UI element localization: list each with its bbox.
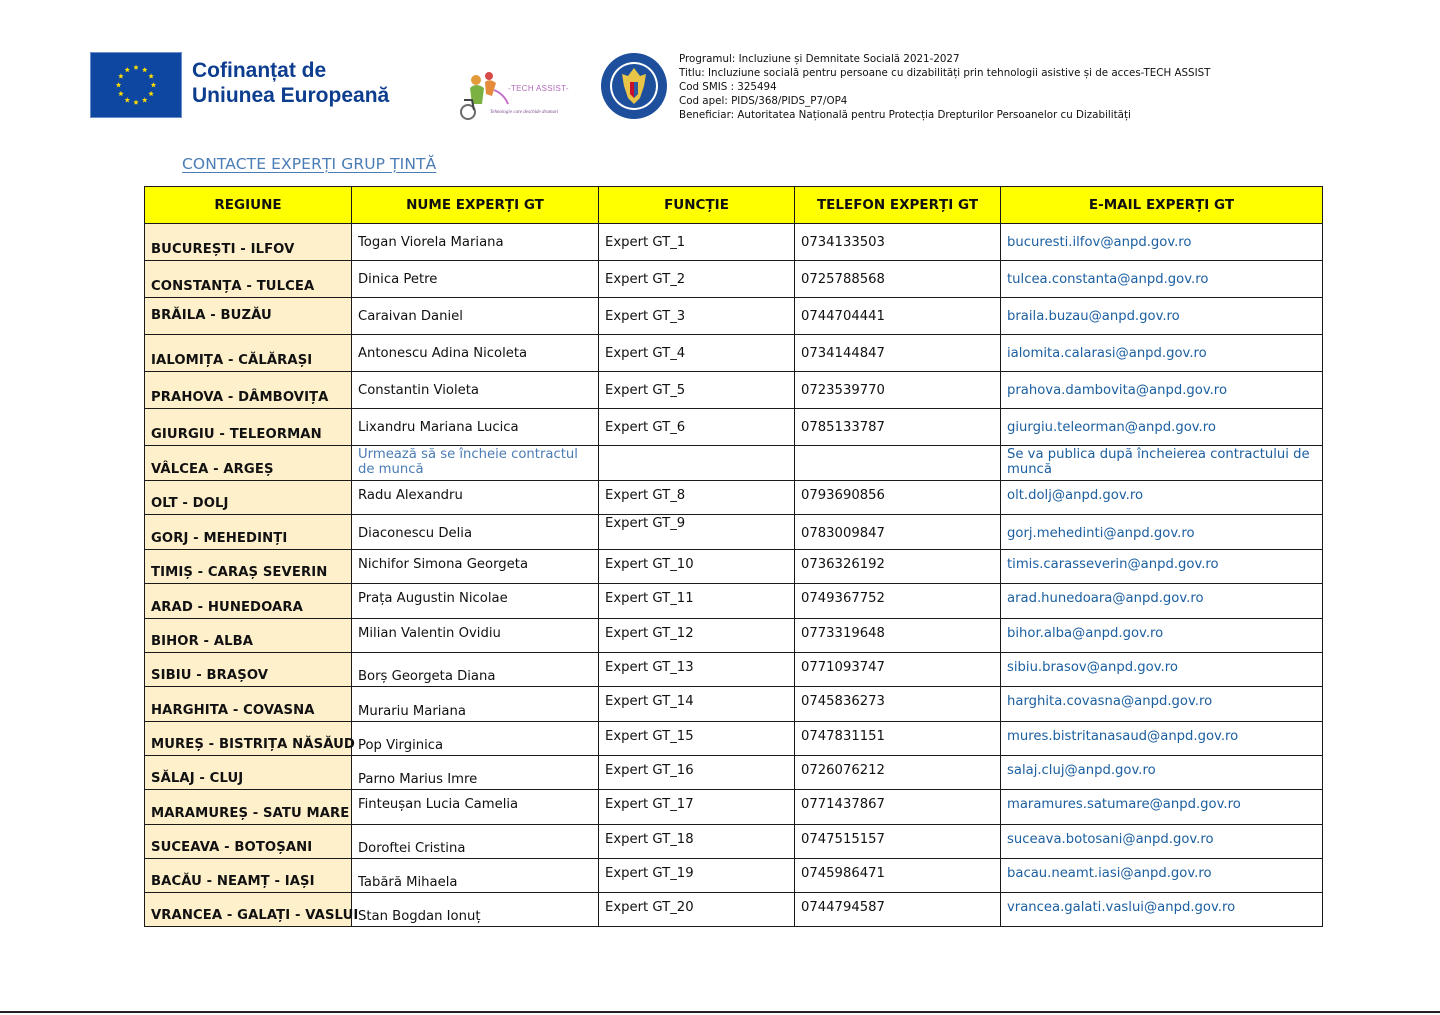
- eu-star-icon: [116, 82, 122, 87]
- region-cell: VÂLCEA - ARGEȘ: [145, 446, 352, 481]
- email-link[interactable]: bacau.neamt.iasi@anpd.gov.ro: [1001, 859, 1323, 893]
- expert-name-cell: Doroftei Cristina: [352, 825, 599, 859]
- expert-name-cell: Radu Alexandru: [352, 481, 599, 515]
- column-header-function: FUNCȚIE: [599, 187, 795, 224]
- phone-cell: 0773319648: [795, 619, 1001, 653]
- region-cell: HARGHITA - COVASNA: [145, 687, 352, 722]
- romanian-government-seal: [600, 52, 668, 120]
- phone-cell: 0771093747: [795, 653, 1001, 687]
- region-cell: IALOMIȚA - CĂLĂRAȘI: [145, 335, 352, 372]
- expert-name-cell: Dinica Petre: [352, 261, 599, 298]
- table-row: [145, 790, 1323, 825]
- phone-cell: 0783009847: [795, 515, 1001, 550]
- eu-star-icon: [133, 65, 139, 70]
- phone-cell: 0747515157: [795, 825, 1001, 859]
- table-row: [145, 825, 1323, 859]
- email-link[interactable]: giurgiu.teleorman@anpd.gov.ro: [1001, 409, 1323, 446]
- email-link[interactable]: mures.bistritanasaud@anpd.gov.ro: [1001, 722, 1323, 756]
- table-row: [145, 722, 1323, 756]
- region-cell: SIBIU - BRAȘOV: [145, 653, 352, 687]
- function-cell: Expert GT_3: [599, 298, 795, 335]
- table-row: [145, 261, 1323, 298]
- call-code-line: Cod apel: PIDS/368/PIDS_P7/OP4: [679, 95, 848, 107]
- expert-name-pending-cell: Urmează să se încheie contractul de muncă: [352, 446, 599, 481]
- function-cell: Expert GT_14: [599, 687, 795, 722]
- program-info-block: [679, 52, 1210, 122]
- region-cell: BACĂU - NEAMȚ - IAȘI: [145, 859, 352, 893]
- eu-star-icon: [125, 67, 131, 72]
- email-link[interactable]: maramures.satumare@anpd.gov.ro: [1001, 790, 1323, 825]
- eu-text-line-2: Uniunea Europeană: [192, 84, 390, 107]
- tech-assist-name: -TECH ASSIST-: [508, 84, 569, 93]
- region-cell: SUCEAVA - BOTOȘANI: [145, 825, 352, 859]
- eu-star-icon: [142, 67, 148, 72]
- expert-name-cell: Antonescu Adina Nicoleta: [352, 335, 599, 372]
- region-cell: GORJ - MEHEDINȚI: [145, 515, 352, 550]
- region-cell: CONSTANȚA - TULCEA: [145, 261, 352, 298]
- government-coat-of-arms-icon: [600, 52, 668, 120]
- email-link[interactable]: vrancea.galati.vaslui@anpd.gov.ro: [1001, 893, 1323, 927]
- table-row: [145, 515, 1323, 550]
- email-link[interactable]: ialomita.calarasi@anpd.gov.ro: [1001, 335, 1323, 372]
- function-cell: Expert GT_19: [599, 859, 795, 893]
- phone-cell: 0744704441: [795, 298, 1001, 335]
- expert-name-cell: Nichifor Simona Georgeta: [352, 550, 599, 584]
- function-cell: Expert GT_2: [599, 261, 795, 298]
- phone-cell: 0793690856: [795, 481, 1001, 515]
- email-link[interactable]: salaj.cluj@anpd.gov.ro: [1001, 756, 1323, 790]
- email-link[interactable]: sibiu.brasov@anpd.gov.ro: [1001, 653, 1323, 687]
- eu-star-icon: [142, 97, 148, 102]
- tech-assist-tagline: Tehnologie care deschide drumuri: [490, 110, 559, 115]
- phone-cell: 0745986471: [795, 859, 1001, 893]
- phone-cell: 0734144847: [795, 335, 1001, 372]
- function-cell: Expert GT_12: [599, 619, 795, 653]
- eu-star-icon: [151, 82, 157, 87]
- expert-name-cell: Lixandru Mariana Lucica: [352, 409, 599, 446]
- expert-name-cell: Finteușan Lucia Camelia: [352, 790, 599, 825]
- table-row: [145, 446, 1323, 481]
- phone-cell: 0726076212: [795, 756, 1001, 790]
- column-header-region: REGIUNE: [145, 187, 352, 224]
- expert-name-cell: Togan Viorela Mariana: [352, 224, 599, 261]
- expert-name-cell: Parno Marius Imre: [352, 756, 599, 790]
- email-link[interactable]: braila.buzau@anpd.gov.ro: [1001, 298, 1323, 335]
- function-cell: Expert GT_5: [599, 372, 795, 409]
- phone-cell: 0734133503: [795, 224, 1001, 261]
- region-cell: GIURGIU - TELEORMAN: [145, 409, 352, 446]
- function-cell: Expert GT_11: [599, 584, 795, 619]
- function-cell: Expert GT_15: [599, 722, 795, 756]
- function-cell: Expert GT_13: [599, 653, 795, 687]
- table-row: [145, 550, 1323, 584]
- table-row: [145, 372, 1323, 409]
- email-link[interactable]: olt.dolj@anpd.gov.ro: [1001, 481, 1323, 515]
- table-header-row: [145, 187, 1323, 224]
- eu-stars-icon: [91, 53, 181, 117]
- expert-name-cell: Borș Georgeta Diana: [352, 653, 599, 687]
- table-row: [145, 409, 1323, 446]
- function-cell: [599, 446, 795, 481]
- tech-assist-logo: [456, 70, 588, 124]
- phone-cell: 0749367752: [795, 584, 1001, 619]
- phone-cell: 0723539770: [795, 372, 1001, 409]
- email-link[interactable]: prahova.dambovita@anpd.gov.ro: [1001, 372, 1323, 409]
- table-row: [145, 584, 1323, 619]
- function-cell: Expert GT_18: [599, 825, 795, 859]
- expert-name-cell: Milian Valentin Ovidiu: [352, 619, 599, 653]
- eu-star-icon: [148, 91, 154, 96]
- function-cell: Expert GT_4: [599, 335, 795, 372]
- column-header-email: E-MAIL EXPERȚI GT: [1001, 187, 1323, 224]
- phone-cell: 0744794587: [795, 893, 1001, 927]
- table-row: [145, 335, 1323, 372]
- eu-star-icon: [118, 91, 124, 96]
- email-link[interactable]: timis.carasseverin@anpd.gov.ro: [1001, 550, 1323, 584]
- email-link[interactable]: harghita.covasna@anpd.gov.ro: [1001, 687, 1323, 722]
- title-line: Titlu: Incluziune socială pentru persoane cu dizabilități prin tehnologii asistive și de acces-TECH ASSIST: [679, 67, 1211, 79]
- region-cell: BRĂILA - BUZĂU: [145, 298, 352, 335]
- column-header-phone: TELEFON EXPERȚI GT: [795, 187, 1001, 224]
- phone-cell: 0771437867: [795, 790, 1001, 825]
- table-row: [145, 756, 1323, 790]
- phone-cell: 0736326192: [795, 550, 1001, 584]
- column-header-name: NUME EXPERȚI GT: [352, 187, 599, 224]
- eu-flag-logo: [90, 52, 182, 118]
- table-row: [145, 893, 1323, 927]
- expert-name-cell: Prața Augustin Nicolae: [352, 584, 599, 619]
- eu-star-icon: [125, 97, 131, 102]
- phone-cell: [795, 446, 1001, 481]
- table-row: [145, 653, 1323, 687]
- function-cell: Expert GT_8: [599, 481, 795, 515]
- function-cell: Expert GT_17: [599, 790, 795, 825]
- eu-star-icon: [148, 73, 154, 78]
- table-row: [145, 224, 1323, 261]
- tech-assist-figures-icon: [456, 70, 516, 124]
- region-cell: BUCUREȘTI - ILFOV: [145, 224, 352, 261]
- email-link[interactable]: arad.hunedoara@anpd.gov.ro: [1001, 584, 1323, 619]
- experts-contact-table: [144, 186, 1323, 927]
- function-cell: Expert GT_9: [599, 515, 795, 550]
- beneficiary-line: Beneficiar: Autoritatea Națională pentru Protecția Drepturilor Persoanelor cu Dizabilități: [679, 109, 1131, 121]
- region-cell: MUREȘ - BISTRIȚA NĂSĂUD: [145, 722, 352, 756]
- email-link[interactable]: bucuresti.ilfov@anpd.gov.ro: [1001, 224, 1323, 261]
- document-title: CONTACTE EXPERȚI GRUP ȚINTĂ: [182, 155, 437, 173]
- expert-name-cell: Constantin Violeta: [352, 372, 599, 409]
- expert-name-cell: Pop Virginica: [352, 722, 599, 756]
- region-cell: MARAMUREȘ - SATU MARE: [145, 790, 352, 825]
- phone-cell: 0785133787: [795, 409, 1001, 446]
- table-row: [145, 859, 1323, 893]
- function-cell: Expert GT_6: [599, 409, 795, 446]
- email-link[interactable]: suceava.botosani@anpd.gov.ro: [1001, 825, 1323, 859]
- expert-name-cell: Stan Bogdan Ionuț: [352, 893, 599, 927]
- region-cell: TIMIȘ - CARAȘ SEVERIN: [145, 550, 352, 584]
- region-cell: PRAHOVA - DÂMBOVIȚA: [145, 372, 352, 409]
- function-cell: Expert GT_20: [599, 893, 795, 927]
- function-cell: Expert GT_1: [599, 224, 795, 261]
- table-row: [145, 687, 1323, 722]
- email-link[interactable]: bihor.alba@anpd.gov.ro: [1001, 619, 1323, 653]
- email-link[interactable]: tulcea.constanta@anpd.gov.ro: [1001, 261, 1323, 298]
- expert-name-cell: Tabără Mihaela: [352, 859, 599, 893]
- region-cell: ARAD - HUNEDOARA: [145, 584, 352, 619]
- eu-cofinancing-text: [192, 58, 389, 108]
- table-row: [145, 619, 1323, 653]
- eu-star-icon: [118, 73, 124, 78]
- page-bottom-rule: [0, 1011, 1440, 1013]
- email-pending-cell: Se va publica după încheierea contractului de muncă: [1001, 446, 1323, 481]
- function-cell: Expert GT_10: [599, 550, 795, 584]
- phone-cell: 0745836273: [795, 687, 1001, 722]
- region-cell: OLT - DOLJ: [145, 481, 352, 515]
- function-cell: Expert GT_16: [599, 756, 795, 790]
- table-row: [145, 298, 1323, 335]
- region-cell: SĂLAJ - CLUJ: [145, 756, 352, 790]
- eu-text-line-1: Cofinanțat de: [192, 59, 327, 82]
- smis-code-line: Cod SMIS : 325494: [679, 81, 777, 93]
- expert-name-cell: Caraivan Daniel: [352, 298, 599, 335]
- email-link[interactable]: gorj.mehedinti@anpd.gov.ro: [1001, 515, 1323, 550]
- phone-cell: 0747831151: [795, 722, 1001, 756]
- region-cell: VRANCEA - GALAȚI - VASLUI: [145, 893, 352, 927]
- expert-name-cell: Diaconescu Delia: [352, 515, 599, 550]
- phone-cell: 0725788568: [795, 261, 1001, 298]
- eu-star-icon: [133, 100, 139, 105]
- table-row: [145, 481, 1323, 515]
- program-line: Programul: Incluziune și Demnitate Socială 2021-2027: [679, 53, 960, 65]
- expert-name-cell: Murariu Mariana: [352, 687, 599, 722]
- region-cell: BIHOR - ALBA: [145, 619, 352, 653]
